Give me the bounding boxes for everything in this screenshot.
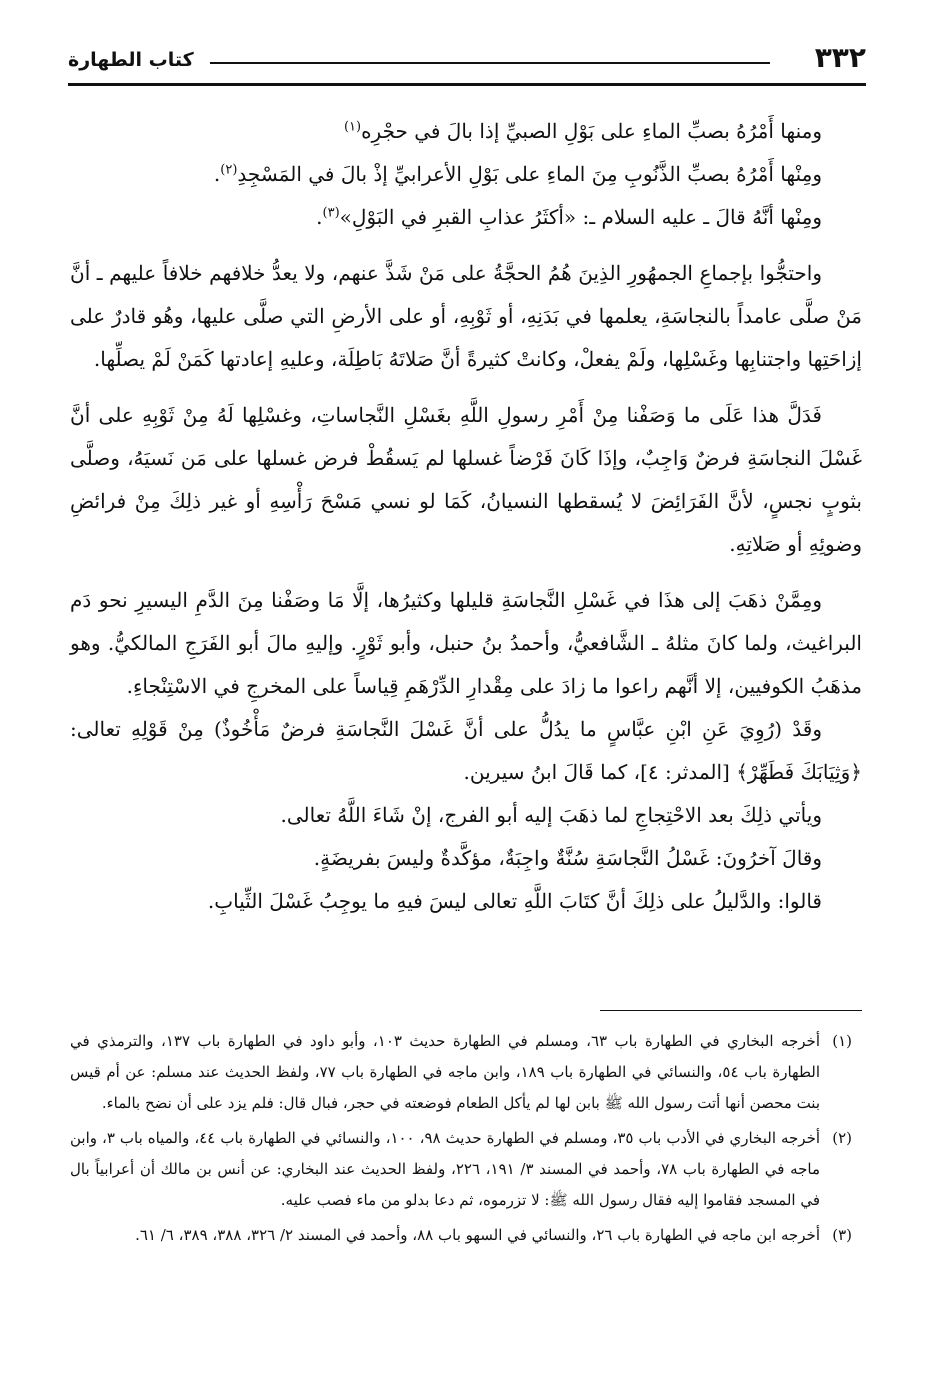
paragraph-text: وقَدْ (رُوِيَ عَنِ ابْنِ عبَّاسٍ ما يدُلُّ على أنَّ غَسْلَ النَّجاسَةِ فرضٌ مَأْخُوذٌ) مِنْ قَوْلِهِ تعالى: ﴿وَثِيَابَكَ فَطَهِّرْ﴾ [المدثر: ٤]، كما قَالَ ابنُ سيرين.: [70, 717, 862, 784]
running-title: كتاب الطهارة: [68, 49, 194, 71]
paragraph-text: ومِنْها أَمْرُهُ بصبِّ الذَّنُوبِ مِنَ الماءِ على بَوْلِ الأعرابيِّ إذْ بالَ في المَسْجِدِ: [237, 162, 822, 186]
paragraph-text: ومنها أَمْرُهُ بصبِّ الماءِ على بَوْلِ الصبيِّ إذا بالَ في حجْرِه: [361, 119, 822, 143]
paragraph-text: ومِمَّنْ ذهَبَ إلى هذَا في غَسْلِ النَّجاسَةِ قليلها وكثيرُها، إلَّا مَا وصَفْنا مِنَ الدَّمِ اليسيرِ نحو دَم البراغيث، ولما كانَ مثلهُ ـ الشَّافعيُّ، وأحمدُ بنُ حنبل، وأبو ثَوْرٍ. وإليهِ مالَ أبو الفَرَجِ المالكيُّ. وهو مذهَبُ الكوفيين، إلا أنَّهم راعوا ما زادَ على مِقْدارِ الدِّرْهَمِ قِياساً على المخرجِ في الاسْتِنْجاءِ.: [70, 588, 862, 698]
footnote-text: أخرجه ابن ماجه في الطهارة باب ٢٦، والنسائي في السهو باب ٨٨، وأحمد في المسند ٢/ ٣٢٦، ٣٨٨، ٣٨٩، ٦/ ٦١.: [135, 1226, 820, 1244]
paragraph: [70, 252, 862, 381]
paragraph: [70, 110, 862, 153]
footnote-number: (١): [832, 1032, 852, 1050]
page-number: ٣٣٢: [814, 41, 866, 74]
paragraph-tail: .: [213, 162, 221, 186]
paragraph-text: قالوا: والدَّليلُ على ذلِكَ أنَّ كتَابَ اللَّهِ تعالى ليسَ فيهِ ما يوجِبُ غَسْلَ الثِّيابِ.: [207, 889, 822, 913]
footnote-reference: (٣): [322, 205, 340, 221]
paragraph: [70, 579, 862, 708]
paragraph: [70, 708, 862, 794]
paragraph-text: فَدَلَّ هذا عَلَى ما وَصَفْنا مِنْ أَمْرِ رسولِ اللَّهِ بغَسْلِ النَّجاساتِ، وغسْلِها لَهُ مِنْ ثَوْبِهِ على أنَّ غَسْلَ النجاسَةِ فرضٌ وَاجِبٌ، وإذَا كَانَ فَرْضاً غسلها لم يَسقُطْ فرض غسلها على مَن نَسيَهُ، وصلَّى بثوبٍ نجسٍ، لأنَّ الفَرَائِضَ لا يُسقطها النسيانُ، كَمَا لو نسي مَسْحَ رَأْسِهِ أو غير ذلِكَ مِنْ فرائضِ وضوئِهِ أو صَلاتِهِ.: [70, 403, 862, 556]
header-dash-line: [210, 62, 770, 64]
footnote: [70, 1026, 852, 1119]
footnotes: [70, 1026, 852, 1255]
page-header: [68, 38, 866, 86]
footnote-text: أخرجه البخاري في الطهارة باب ٦٣، ومسلم في الطهارة حديث ١٠٣، وأبو داود في الطهارة باب ١٣٧، والترمذي في الطهارة باب ٥٤، والنسائي في الطهارة باب ١٨٩، وابن ماجه في الطهارة باب ٧٧، ولفظ الحديث عند مسلم: عن أم قيس بنت محصن أنها أتت رسول الله ﷺ بابن لها لم يأكل الطعام فوضعته في حجر، فبال قال: فلم يزد على أن نضح بالماء.: [70, 1032, 820, 1112]
paragraph: [70, 394, 862, 566]
footnote-number: (٢): [832, 1129, 853, 1147]
footnote: [70, 1123, 852, 1216]
footnote-number: (٣): [832, 1226, 852, 1244]
footnote-reference: (١): [343, 119, 362, 135]
main-text: [70, 110, 862, 923]
footnote-separator: [600, 1010, 862, 1011]
footnote-reference: (٢): [220, 162, 238, 178]
paragraph: [70, 794, 862, 837]
paragraph: [70, 837, 862, 880]
paragraph-tail: .: [316, 205, 323, 229]
paragraph-text: ويأتي ذلِكَ بعد الاحْتِجاجِ لما ذهَبَ إليه أبو الفرج، إنْ شَاءَ اللَّهُ تعالى.: [280, 803, 822, 827]
paragraph-text: ومِنْها أنَّهُ قالَ ـ عليه السلام ـ: «أكثَرُ عذابِ القبرِ في البَوْلِ»: [339, 205, 822, 229]
header-rule: [68, 83, 866, 86]
paragraph-text: وقالَ آخرُونَ: غَسْلُ النَّجاسَةِ سُنَّةٌ واجِبَةٌ، مؤكَّدةٌ وليسَ بفريضَةٍ.: [313, 846, 822, 870]
footnote-text: أخرجه البخاري في الأدب باب ٣٥، ومسلم في الطهارة حديث ٩٨، ١٠٠، والنسائي في الطهارة باب ٤٤، والمياه باب ٣، وابن ماجه في الطهارة باب ٧٨، وأحمد في المسند ٣/ ١٩١، ٢٢٦، ولفظ الحديث عند البخاري: عن أنس بن مالك أن أعرابياً بال في المسجد فقاموا إليه فقال رسول الله ﷺ: لا تزرموه، ثم دعا بدلو من ماء فصب عليه.: [70, 1129, 821, 1209]
paragraph: [70, 153, 862, 196]
paragraph: [70, 880, 862, 923]
paragraph-text: واحتجُّوا بإجماعِ الجمهُورِ الذِينَ هُمُ الحجَّةُ على مَنْ شَذَّ عنهم، ولا يعدُّ خلافهم خلافاً عليهم ـ أنَّ مَنْ صلَّى عامداً بالنجاسَةِ، يعلمها في بَدَنِهِ، أو ثَوْبِهِ، أو على الأرضِ التي صلَّى عليها، وهُو قادرٌ على إزاحَتِها واجتنابِها وغَسْلِها، ولَمْ يفعلْ، وكانتْ كثيرةً أنَّ صَلاتَهُ بَاطِلَة، وعليهِ إعادتها كَمَنْ لَمْ يصلِّها.: [70, 261, 862, 371]
footnote: [70, 1220, 852, 1251]
paragraph: [70, 196, 862, 239]
